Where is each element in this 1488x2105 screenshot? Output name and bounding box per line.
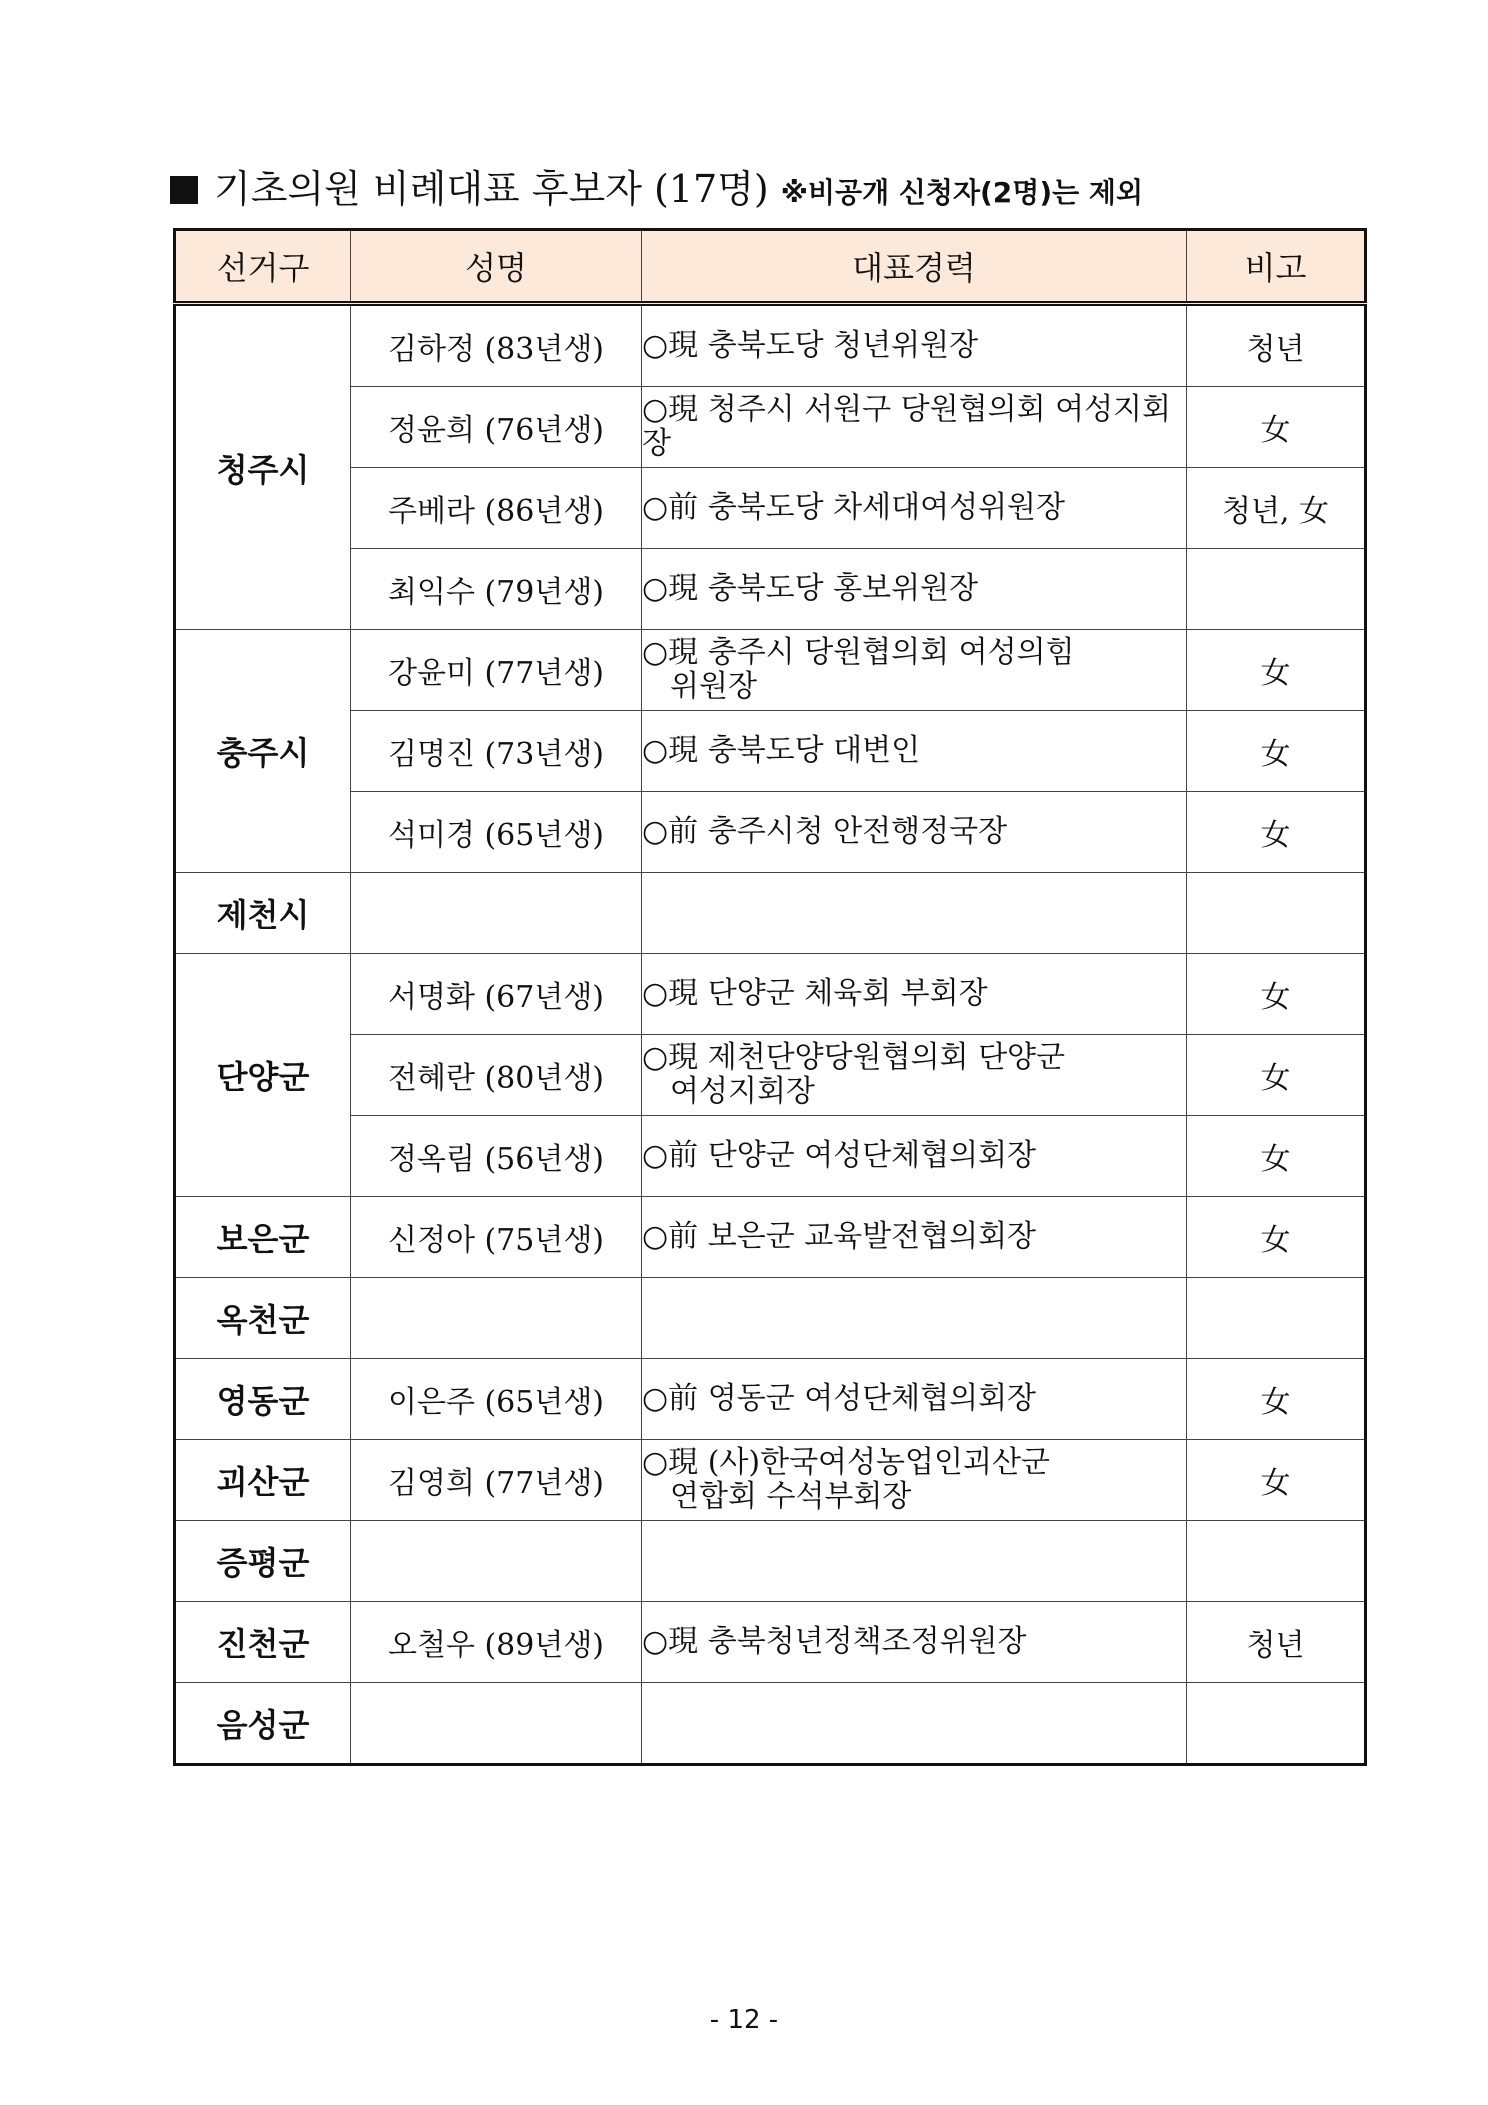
district-cell: 진천군 [175, 1602, 351, 1683]
career-line-1: ○現 충주시 당원협의회 여성의힘 [642, 634, 1075, 670]
career-line-2: 연합회 수석부회장 [670, 1479, 912, 1514]
note-cell: 女 [1187, 1197, 1366, 1278]
note-cell: 女 [1187, 1440, 1366, 1521]
candidate-name-cell: 오철우 (89년생) [351, 1602, 642, 1683]
note-cell: 女 [1187, 1116, 1366, 1197]
note-cell: 女 [1187, 630, 1366, 711]
candidate-name-cell [351, 1683, 642, 1765]
table-row [175, 1197, 1366, 1278]
career-cell [642, 1278, 1187, 1359]
table-row [175, 1683, 1366, 1765]
career-line-1: ○現 (사)한국여성농업인괴산군 [642, 1444, 1050, 1480]
district-cell: 괴산군 [175, 1440, 351, 1521]
career-cell: ○現 충북도당 홍보위원장 [642, 549, 1187, 630]
table-row [175, 792, 1366, 873]
candidate-name-cell: 정옥림 (56년생) [351, 1116, 642, 1197]
header-career: 대표경력 [642, 230, 1187, 304]
table-row [175, 630, 1366, 711]
table-row [175, 873, 1366, 954]
district-cell: 청주시 [175, 304, 351, 630]
career-cell: ○現 청주시 서원구 당원협의회 여성지회장 [642, 387, 1187, 468]
district-cell: 음성군 [175, 1683, 351, 1765]
title-main: 기초의원 비례대표 후보자 (17명) [214, 167, 769, 211]
career-cell [642, 1683, 1187, 1765]
candidate-name-cell: 최익수 (79년생) [351, 549, 642, 630]
career-cell [642, 630, 1187, 711]
career-cell: ○前 단양군 여성단체협의회장 [642, 1116, 1187, 1197]
table-row [175, 1521, 1366, 1602]
career-cell [642, 1440, 1187, 1521]
note-cell [1187, 1683, 1366, 1765]
district-cell: 제천시 [175, 873, 351, 954]
career-cell: ○前 보은군 교육발전협의회장 [642, 1197, 1187, 1278]
district-cell: 충주시 [175, 630, 351, 873]
table-row [175, 1359, 1366, 1440]
table-row [175, 1116, 1366, 1197]
note-cell: 女 [1187, 1035, 1366, 1116]
career-cell: ○現 충북도당 청년위원장 [642, 304, 1187, 387]
table-row [175, 1278, 1366, 1359]
table-row [175, 711, 1366, 792]
note-cell: 女 [1187, 792, 1366, 873]
table-row [175, 387, 1366, 468]
career-line-2: 위원장 [670, 669, 757, 704]
page-number: - 12 - [709, 2005, 779, 2035]
note-cell: 女 [1187, 954, 1366, 1035]
candidate-name-cell: 전혜란 (80년생) [351, 1035, 642, 1116]
candidate-table [173, 228, 1367, 1766]
note-cell [1187, 549, 1366, 630]
district-cell: 영동군 [175, 1359, 351, 1440]
candidate-name-cell: 서명화 (67년생) [351, 954, 642, 1035]
header-name: 성명 [351, 230, 642, 304]
candidate-name-cell: 김영희 (77년생) [351, 1440, 642, 1521]
candidate-name-cell: 석미경 (65년생) [351, 792, 642, 873]
table-row [175, 954, 1366, 1035]
note-cell [1187, 873, 1366, 954]
note-cell: 女 [1187, 711, 1366, 792]
career-cell: ○現 충북도당 대변인 [642, 711, 1187, 792]
square-bullet-icon [170, 176, 198, 204]
candidate-name-cell: 김명진 (73년생) [351, 711, 642, 792]
header-district: 선거구 [175, 230, 351, 304]
candidate-name-cell [351, 873, 642, 954]
table-body [175, 304, 1366, 1765]
district-cell: 단양군 [175, 954, 351, 1197]
candidate-name-cell [351, 1521, 642, 1602]
table-row [175, 1440, 1366, 1521]
career-cell [642, 1521, 1187, 1602]
candidate-name-cell [351, 1278, 642, 1359]
table-header-row [175, 230, 1366, 304]
district-cell: 증평군 [175, 1521, 351, 1602]
career-cell: ○現 충북청년정책조정위원장 [642, 1602, 1187, 1683]
table-row [175, 1035, 1366, 1116]
note-cell [1187, 1521, 1366, 1602]
table-row [175, 549, 1366, 630]
table-row [175, 304, 1366, 387]
candidate-name-cell: 정윤희 (76년생) [351, 387, 642, 468]
career-cell: ○前 영동군 여성단체협의회장 [642, 1359, 1187, 1440]
career-line-2: 여성지회장 [670, 1074, 815, 1109]
career-cell: ○前 충주시청 안전행정국장 [642, 792, 1187, 873]
note-cell: 청년, 女 [1187, 468, 1366, 549]
table-row [175, 1602, 1366, 1683]
note-cell: 청년 [1187, 304, 1366, 387]
header-note: 비고 [1187, 230, 1366, 304]
note-cell: 청년 [1187, 1602, 1366, 1683]
page-title [170, 158, 1143, 213]
career-cell [642, 1035, 1187, 1116]
candidate-name-cell: 이은주 (65년생) [351, 1359, 642, 1440]
note-cell: 女 [1187, 1359, 1366, 1440]
note-cell: 女 [1187, 387, 1366, 468]
career-line-1: ○現 제천단양당원협의회 단양군 [642, 1039, 1066, 1075]
career-cell [642, 873, 1187, 954]
candidate-name-cell: 강윤미 (77년생) [351, 630, 642, 711]
note-cell [1187, 1278, 1366, 1359]
title-note: ※비공개 신청자(2명)는 제외 [780, 176, 1144, 209]
district-cell: 보은군 [175, 1197, 351, 1278]
candidate-name-cell: 주베라 (86년생) [351, 468, 642, 549]
career-cell: ○前 충북도당 차세대여성위원장 [642, 468, 1187, 549]
candidate-name-cell: 신정아 (75년생) [351, 1197, 642, 1278]
table-row [175, 468, 1366, 549]
career-cell: ○現 단양군 체육회 부회장 [642, 954, 1187, 1035]
candidate-name-cell: 김하정 (83년생) [351, 304, 642, 387]
district-cell: 옥천군 [175, 1278, 351, 1359]
